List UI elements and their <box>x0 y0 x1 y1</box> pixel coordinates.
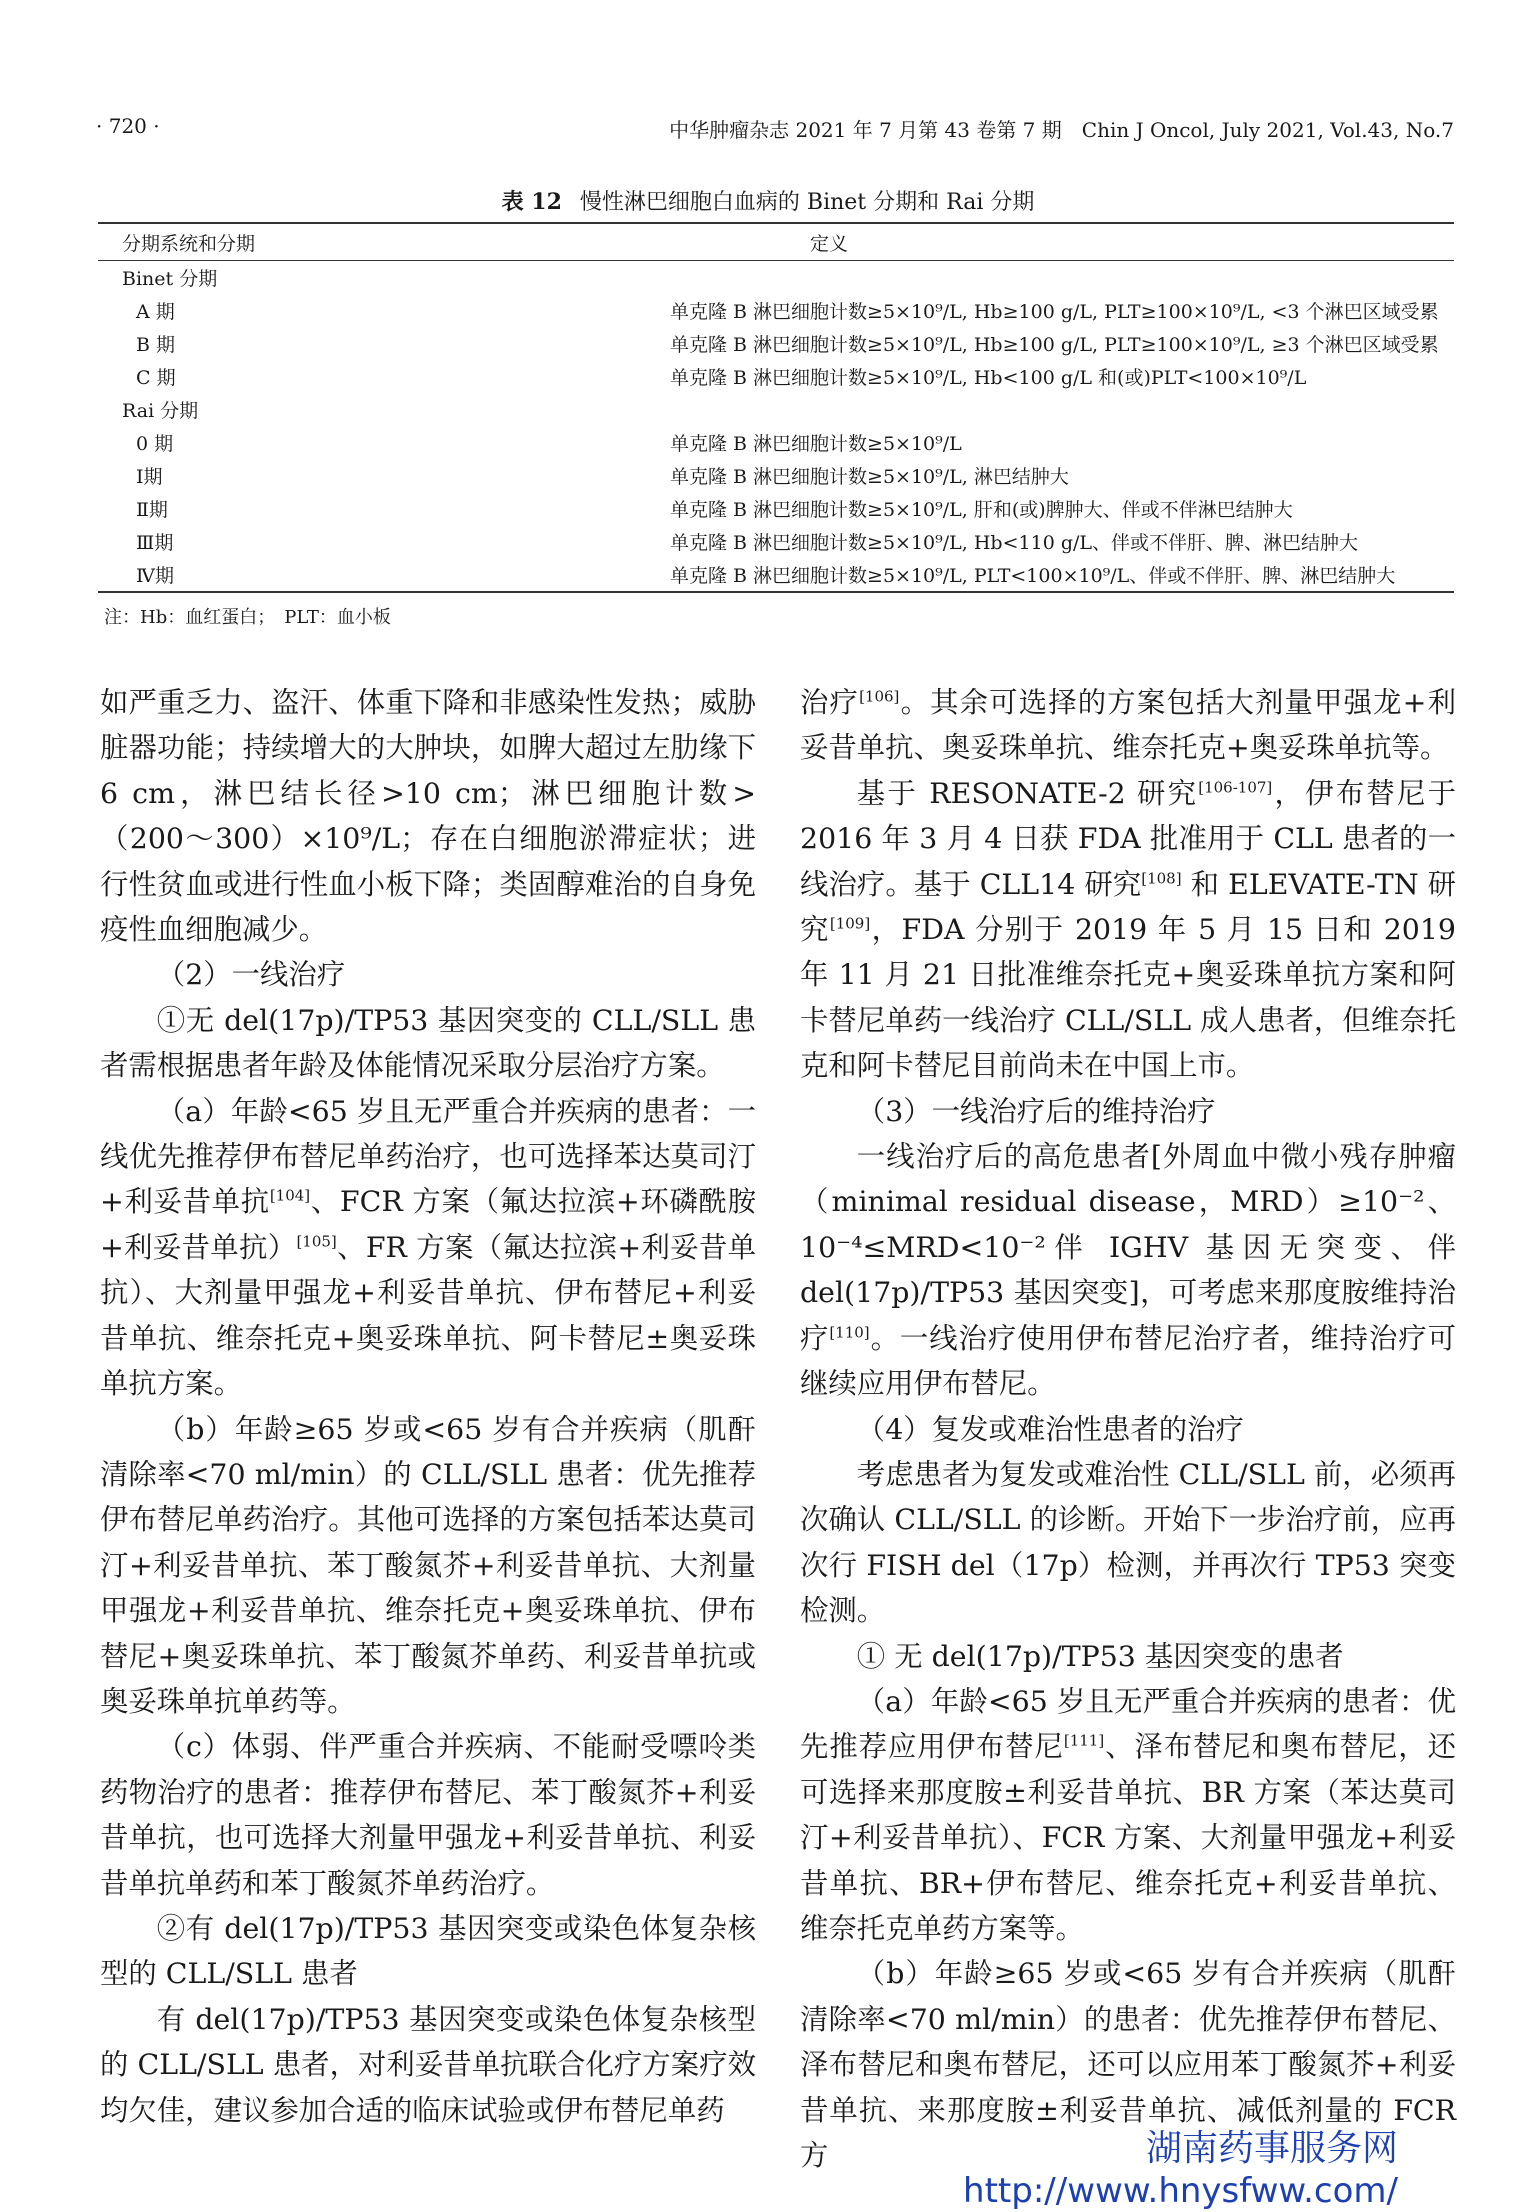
paragraph: 治疗[106]。其余可选择的方案包括大剂量甲强龙+利妥昔单抗、奥妥珠单抗、维奈托克+奥妥珠单抗等。 <box>800 686 1456 765</box>
paragraph: 如严重乏力、盗汗、体重下降和非感染性发热；威胁脏器功能；持续增大的大肿块，如脾大超过左肋缘下 6 cm，淋巴结长径>10 cm；淋巴细胞计数>（200～300）×10⁹/L；存在白细胞淤滞症状；进行性贫血或进行性血小板下降；类固醇难治的自身免疫性血细胞减少。 <box>100 686 756 947</box>
stage-cell: 0 期 <box>136 433 174 455</box>
paragraph: 有 del(17p)/TP53 基因突变或染色体复杂核型的 CLL/SLL 患者，对利妥昔单抗联合化疗方案疗效均欠佳，建议参加合适的临床试验或伊布替尼单药 <box>100 2002 756 2127</box>
left-column <box>100 680 756 2133</box>
paragraph: （b）年龄≥65 岁或<65 岁有合并疾病（肌酐清除率<70 ml/min）的 CLL/SLL 患者：优先推荐伊布替尼单药治疗。其他可选择的方案包括苯达莫司汀+利妥昔单抗、苯丁酸氮芥+利妥昔单抗、大剂量甲强龙+利妥昔单抗、维奈托克+奥妥珠单抗、伊布替尼+奥妥珠单抗、苯丁酸氮芥单药、利妥昔单抗或奥妥珠单抗单药等。 <box>100 1412 756 1718</box>
paragraph: （b）年龄≥65 岁或<65 岁有合并疾病（肌酐清除率<70 ml/min）的患者：优先推荐伊布替尼、泽布替尼和奥布替尼，还可以应用苯丁酸氮芥+利妥昔单抗、来那度胺±利妥昔单抗、减低剂量的 FCR 方 <box>800 1957 1456 2172</box>
citation-ref: [109] <box>829 914 871 933</box>
staging-table <box>98 222 1454 593</box>
definition-cell: 单克隆 B 淋巴细胞计数≥5×10⁹/L, Hb<100 g/L 和(或)PLT<100×10⁹/L <box>670 367 1307 389</box>
watermark-url: http://www.hnysfww.com/ <box>963 2171 1398 2211</box>
journal-citation: 中华肿瘤杂志 2021 年 7 月第 43 卷第 7 期 Chin J Oncol, July 2021, Vol.43, No.7 <box>669 118 1454 142</box>
citation-ref: [106-107] <box>1198 778 1273 797</box>
definition-cell: 单克隆 B 淋巴细胞计数≥5×10⁹/L, PLT<100×10⁹/L、伴或不伴肝、脾、淋巴结肿大 <box>438 558 1454 592</box>
paragraph: 考虑患者为复发或难治性 CLL/SLL 前，必须再次确认 CLL/SLL 的诊断。开始下一步治疗前，应再次行 FISH del（17p）检测，并再次行 TP53 突变检测。 <box>800 1457 1456 1628</box>
citation-ref: [110] <box>829 1323 870 1342</box>
right-column <box>800 680 1456 2178</box>
paragraph: ①无 del(17p)/TP53 基因突变的 CLL/SLL 患者需根据患者年龄及体能情况采取分层治疗方案。 <box>100 1003 756 1083</box>
stage-cell: Ⅳ期 <box>98 558 438 592</box>
table-caption <box>0 185 1536 216</box>
table-note: 注：Hb：血红蛋白； PLT：血小板 <box>104 607 391 628</box>
table-number: 表 12 <box>501 189 562 215</box>
stage-cell: Ⅰ期 <box>136 466 163 488</box>
paragraph: （3）一线治疗后的维持治疗 <box>856 1094 1216 1128</box>
paragraph: （a）年龄<65 岁且无严重合并疾病的患者：一线优先推荐伊布替尼单药治疗，也可选择苯达莫司汀+利妥昔单抗[104]、FCR 方案（氟达拉滨+环磷酰胺+利妥昔单抗）[105]、FR 方案（氟达拉滨+利妥昔单抗）、大剂量甲强龙+利妥昔单抗、伊布替尼+利妥昔单抗、维奈托克+奥妥珠单抗、阿卡替尼±奥妥珠单抗方案。 <box>100 1094 756 1401</box>
paragraph: （4）复发或难治性患者的治疗 <box>856 1412 1244 1446</box>
paragraph: 一线治疗后的高危患者[外周血中微小残存肿瘤（minimal residual disease，MRD）≥10⁻²、10⁻⁴≤MRD<10⁻²伴 IGHV 基因无突变、伴 del(17p)/TP53 基因突变]，可考虑来那度胺维持治疗[110]。一线治疗使用伊布替尼治疗者，维持治疗可继续应用伊布替尼。 <box>800 1140 1456 1401</box>
table-row <box>98 426 1454 459</box>
watermark <box>963 2128 1398 2212</box>
stage-cell: Ⅱ期 <box>136 499 168 521</box>
stage-cell: Ⅲ期 <box>136 532 174 554</box>
definition-cell: 单克隆 B 淋巴细胞计数≥5×10⁹/L, Hb≥100 g/L, PLT≥100×10⁹/L, <3 个淋巴区域受累 <box>670 301 1439 323</box>
table-header-row <box>98 223 1454 261</box>
table-header-definition: 定义 <box>438 223 1454 261</box>
table-title: 慢性淋巴细胞白血病的 Binet 分期和 Rai 分期 <box>579 190 1035 215</box>
page-number: · 720 · <box>96 114 160 138</box>
stage-cell: Rai 分期 <box>122 400 199 422</box>
citation-ref: [106] <box>859 687 900 706</box>
stage-cell: Binet 分期 <box>122 268 218 290</box>
table-row <box>98 327 1454 360</box>
stage-cell: C 期 <box>136 367 176 389</box>
watermark-title: 湖南药事服务网 <box>1145 2128 1398 2169</box>
paragraph: ① 无 del(17p)/TP53 基因突变的患者 <box>856 1639 1344 1673</box>
citation-ref: [108] <box>1141 869 1182 888</box>
definition-cell: 单克隆 B 淋巴细胞计数≥5×10⁹/L, 肝和(或)脾肿大、伴或不伴淋巴结肿大 <box>670 499 1293 521</box>
table-row <box>98 261 1454 295</box>
table-row <box>98 294 1454 327</box>
stage-cell: B 期 <box>136 334 176 356</box>
paragraph: 基于 RESONATE-2 研究[106-107]，伊布替尼于 2016 年 3 月 4 日获 FDA 批准用于 CLL 患者的一线治疗。基于 CLL14 研究[108] 和 ELEVATE-TN 研究[109]，FDA 分别于 2019 年 5 月 15 日和 2019 年 11 月 21 日批准维奈托克+奥妥珠单抗方案和阿卡替尼单药一线治疗 CLL/SLL 成人患者，但维奈托克和阿卡替尼目前尚未在中国上市。 <box>800 776 1457 1083</box>
table-header-stage: 分期系统和分期 <box>98 223 438 261</box>
definition-cell <box>438 393 1454 426</box>
definition-cell: 单克隆 B 淋巴细胞计数≥5×10⁹/L, Hb<110 g/L、伴或不伴肝、脾、淋巴结肿大 <box>670 532 1358 554</box>
paragraph: ②有 del(17p)/TP53 基因突变或染色体复杂核型的 CLL/SLL 患者 <box>100 1911 756 1991</box>
paragraph: （a）年龄<65 岁且无严重合并疾病的患者：优先推荐应用伊布替尼[111]、泽布替尼和奥布替尼，还可选择来那度胺±利妥昔单抗、BR 方案（苯达莫司汀+利妥昔单抗）、FCR 方案、大剂量甲强龙+利妥昔单抗、BR+伊布替尼、维奈托克+利妥昔单抗、维奈托克单药方案等。 <box>800 1684 1456 1945</box>
paragraph: （2）一线治疗 <box>156 958 346 992</box>
table-row <box>98 360 1454 393</box>
citation-ref: [111] <box>1063 1731 1105 1750</box>
table-row <box>98 459 1454 492</box>
page-header <box>0 0 1536 140</box>
table-row <box>98 558 1454 592</box>
stage-cell: A 期 <box>136 301 175 323</box>
citation-ref: [105] <box>296 1232 337 1251</box>
table-row <box>98 492 1454 525</box>
definition-cell <box>438 261 1454 295</box>
citation-ref: [104] <box>269 1187 311 1205</box>
definition-cell: 单克隆 B 淋巴细胞计数≥5×10⁹/L <box>670 433 962 455</box>
definition-cell: 单克隆 B 淋巴细胞计数≥5×10⁹/L, 淋巴结肿大 <box>670 466 1069 488</box>
table-row <box>98 525 1454 558</box>
paragraph: （c）体弱、伴严重合并疾病、不能耐受嘌呤类药物治疗的患者：推荐伊布替尼、苯丁酸氮芥+利妥昔单抗，也可选择大剂量甲强龙+利妥昔单抗、利妥昔单抗单药和苯丁酸氮芥单药治疗。 <box>100 1730 756 1900</box>
table-row <box>98 393 1454 426</box>
definition-cell: 单克隆 B 淋巴细胞计数≥5×10⁹/L, Hb≥100 g/L, PLT≥100×10⁹/L, ≥3 个淋巴区域受累 <box>670 334 1439 356</box>
